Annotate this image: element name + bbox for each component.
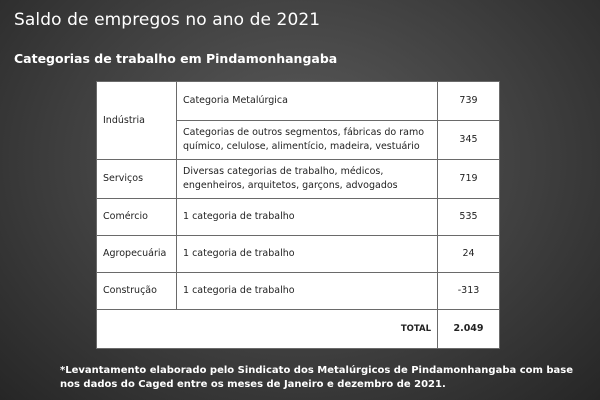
category-cell: 1 categoria de trabalho <box>177 273 438 310</box>
table-row <box>97 273 500 310</box>
category-cell: Categoria Metalúrgica <box>177 82 438 121</box>
value-cell: 739 <box>438 82 500 121</box>
sector-cell: Comércio <box>97 199 177 236</box>
table-row <box>97 160 500 199</box>
table-row <box>97 199 500 236</box>
category-cell: 1 categoria de trabalho <box>177 236 438 273</box>
table-row <box>97 236 500 273</box>
sector-cell: Agropecuária <box>97 236 177 273</box>
sector-cell: Indústria <box>97 82 177 160</box>
page-title: Saldo de empregos no ano de 2021 <box>14 10 321 30</box>
table-row <box>97 82 500 121</box>
value-cell: -313 <box>438 273 500 310</box>
value-cell: 719 <box>438 160 500 199</box>
total-label: TOTAL <box>97 310 438 349</box>
footnote: *Levantamento elaborado pelo Sindicato dos Metalúrgicos de Pindamonhangaba com base nos dados do Caged entre os meses de Janeiro e dezembro de 2021. <box>60 365 574 390</box>
sector-cell: Construção <box>97 273 177 310</box>
page-subtitle: Categorias de trabalho em Pindamonhangaba <box>14 51 338 66</box>
category-cell: Diversas categorias de trabalho, médicos, engenheiros, arquitetos, garçons, advogados <box>177 160 438 199</box>
value-cell: 345 <box>438 121 500 160</box>
total-row <box>97 310 500 349</box>
category-cell: Categorias de outros segmentos, fábricas do ramo químico, celulose, alimentício, madeira, vestuário <box>177 121 438 160</box>
jobs-table <box>96 81 500 349</box>
category-cell: 1 categoria de trabalho <box>177 199 438 236</box>
value-cell: 24 <box>438 236 500 273</box>
sector-cell: Serviços <box>97 160 177 199</box>
value-cell: 535 <box>438 199 500 236</box>
total-value: 2.049 <box>438 310 500 349</box>
